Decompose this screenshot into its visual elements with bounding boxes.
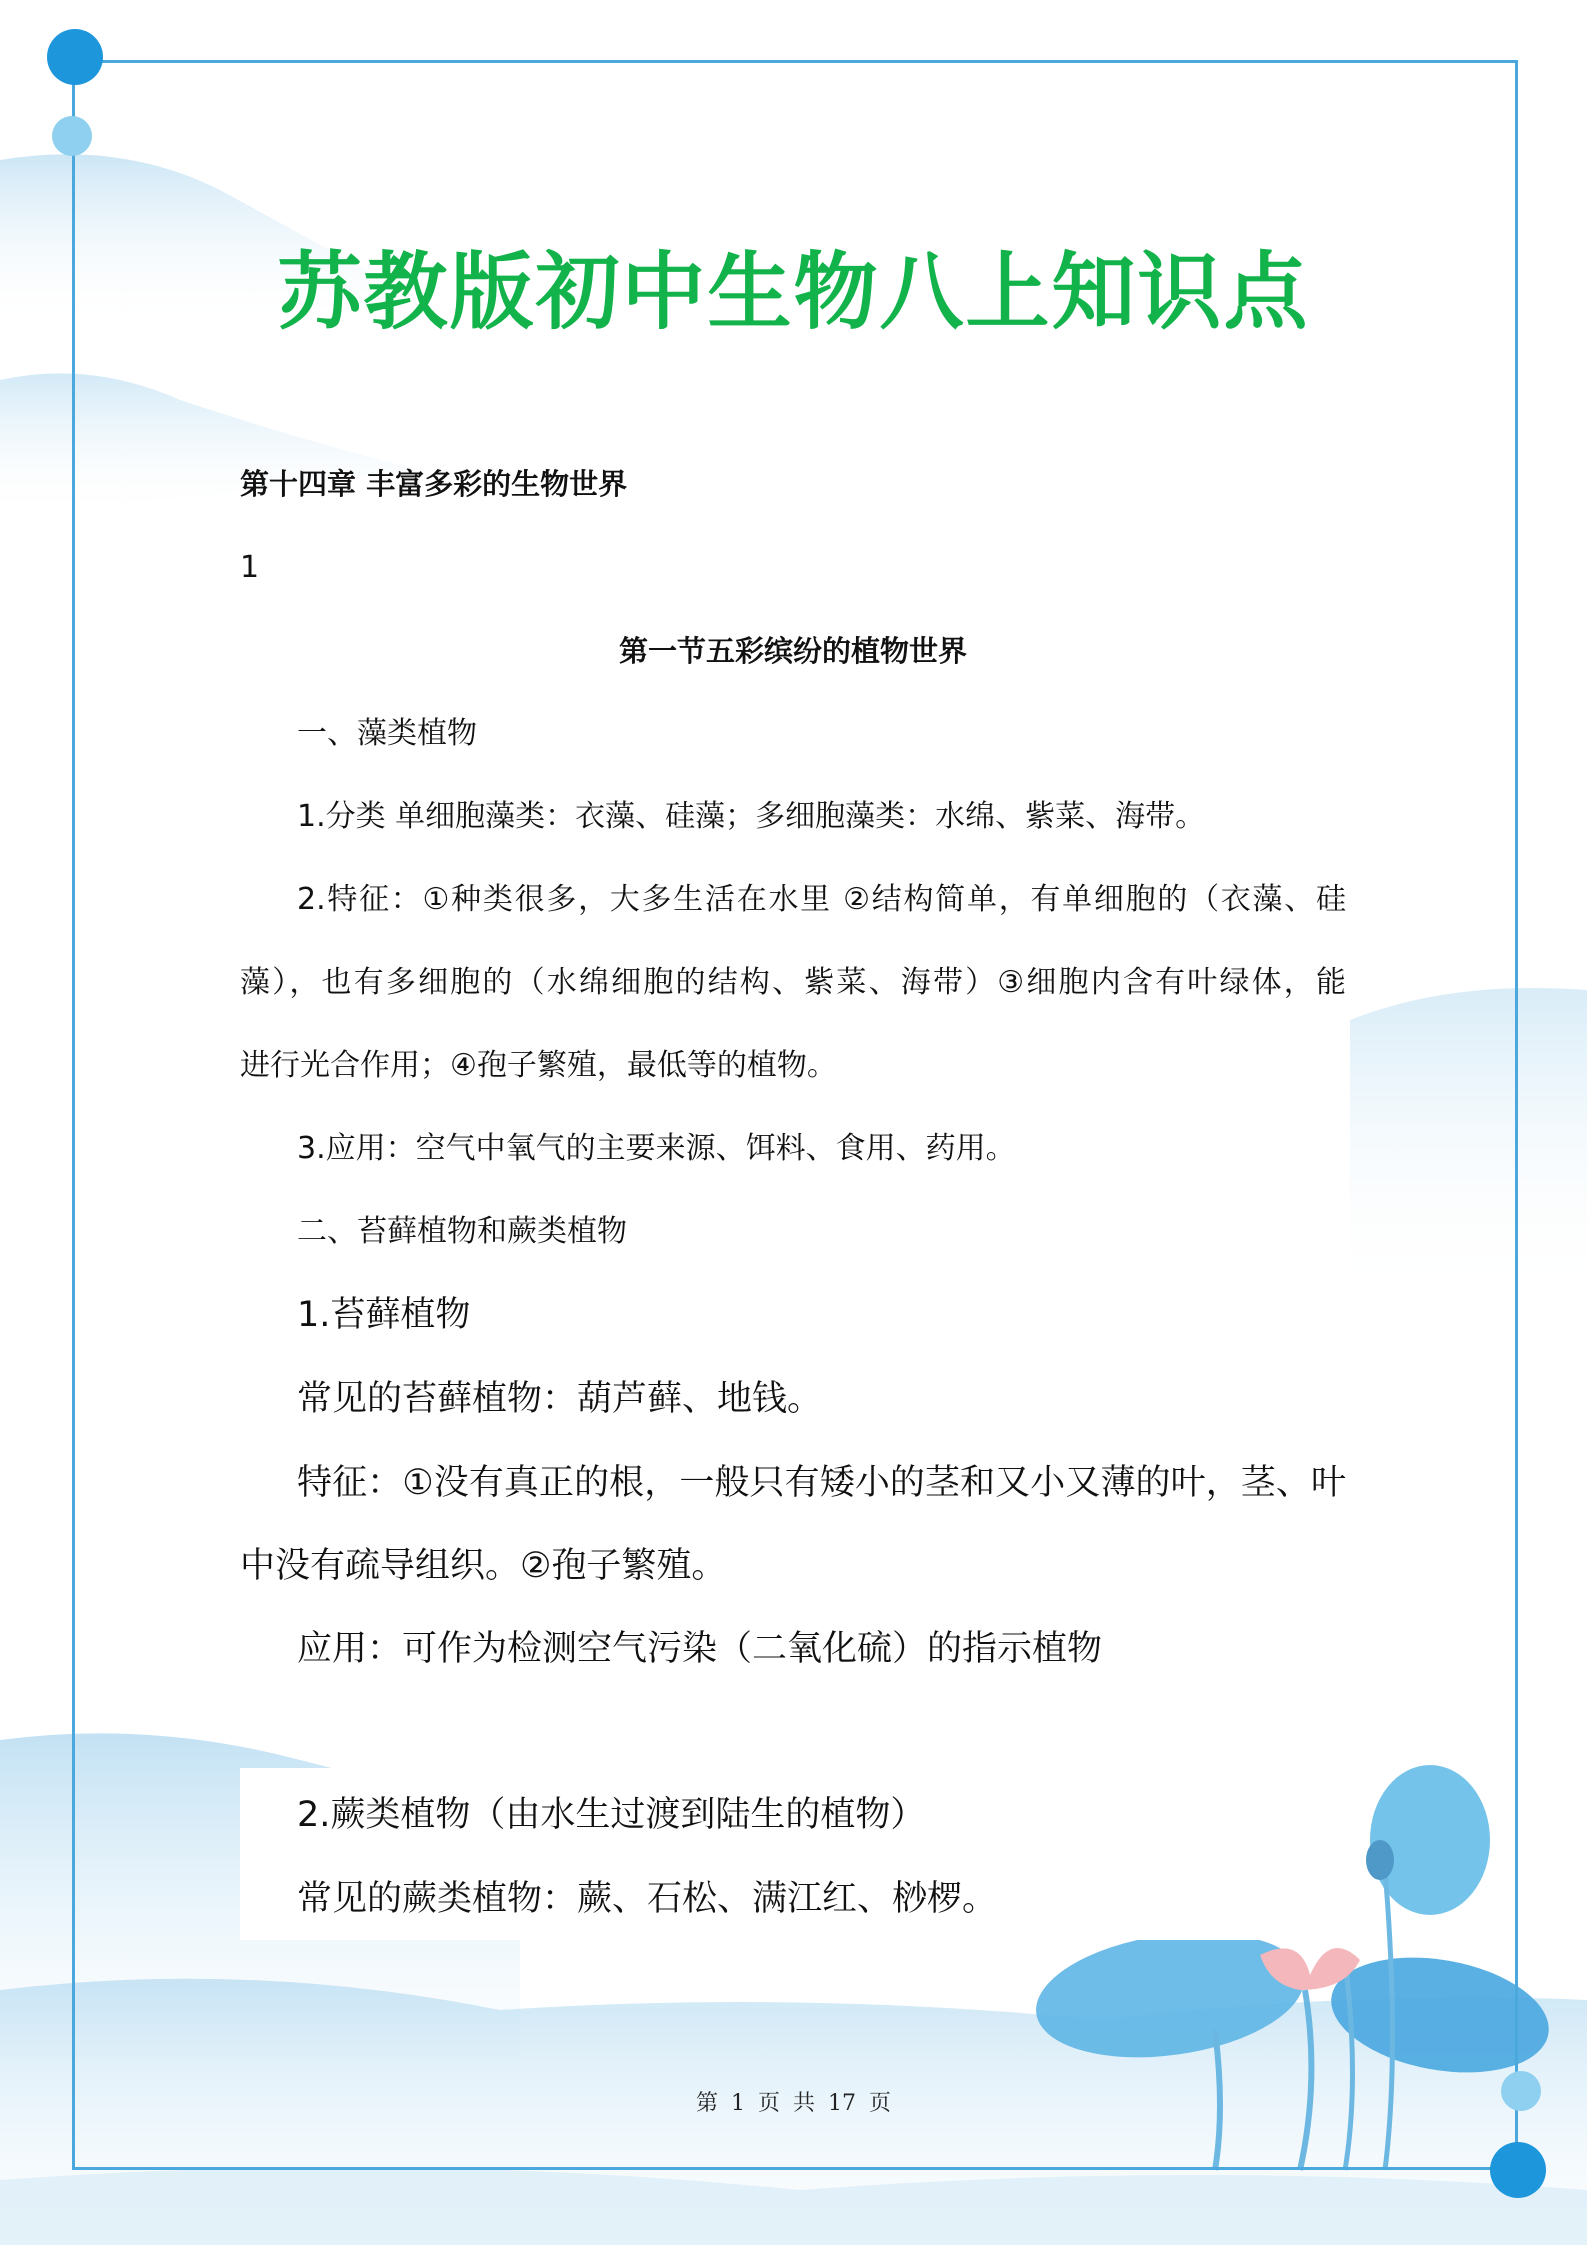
decor-dot-bottom-large — [1490, 2142, 1546, 2198]
algae-heading: 一、藻类植物 — [297, 716, 477, 751]
page-footer: 第 1 页 共 17 页 — [696, 2091, 891, 2116]
algae-features-line-2: 藻），也有多细胞的（水绵细胞的结构、紫菜、海带）③细胞内含有叶绿体，能 — [240, 965, 1346, 1000]
moss-heading: 1.苔藓植物 — [297, 1295, 471, 1335]
document-title: 苏教版初中生物八上知识点 — [277, 243, 1310, 341]
moss-features-line-1: 特征：①没有真正的根，一般只有矮小的茎和又小又薄的叶，茎、叶 — [297, 1463, 1346, 1503]
algae-features-line-1: 2.特征：①种类很多，大多生活在水里 ②结构简单，有单细胞的（衣藻、硅 — [297, 882, 1346, 917]
algae-uses: 3.应用：空气中氧气的主要来源、饵料、食用、药用。 — [297, 1131, 1016, 1166]
fern-heading: 2.蕨类植物（由水生过渡到陆生的植物） — [297, 1795, 926, 1835]
decor-dot-top-large — [47, 29, 103, 85]
moss-common: 常见的苔藓植物：葫芦藓、地钱。 — [297, 1379, 823, 1419]
moss-features-line-2: 中没有疏导组织。②孢子繁殖。 — [240, 1546, 727, 1586]
algae-features-line-3: 进行光合作用；④孢子繁殖，最低等的植物。 — [240, 1048, 837, 1083]
fern-common: 常见的蕨类植物：蕨、石松、满江红、桫椤。 — [297, 1879, 998, 1919]
chapter-heading: 第十四章 丰富多彩的生物世界 — [240, 467, 628, 501]
algae-classification: 1.分类 单细胞藻类：衣藻、硅藻；多细胞藻类：水绵、紫菜、海带。 — [297, 799, 1206, 834]
moss-uses: 应用：可作为检测空气污染（二氧化硫）的指示植物 — [297, 1629, 1103, 1669]
decor-dot-top-small — [52, 116, 92, 156]
chapter-number: 1 — [240, 550, 260, 585]
moss-fern-heading: 二、苔藓植物和蕨类植物 — [297, 1214, 627, 1249]
section-title: 第一节五彩缤纷的植物世界 — [618, 634, 967, 668]
